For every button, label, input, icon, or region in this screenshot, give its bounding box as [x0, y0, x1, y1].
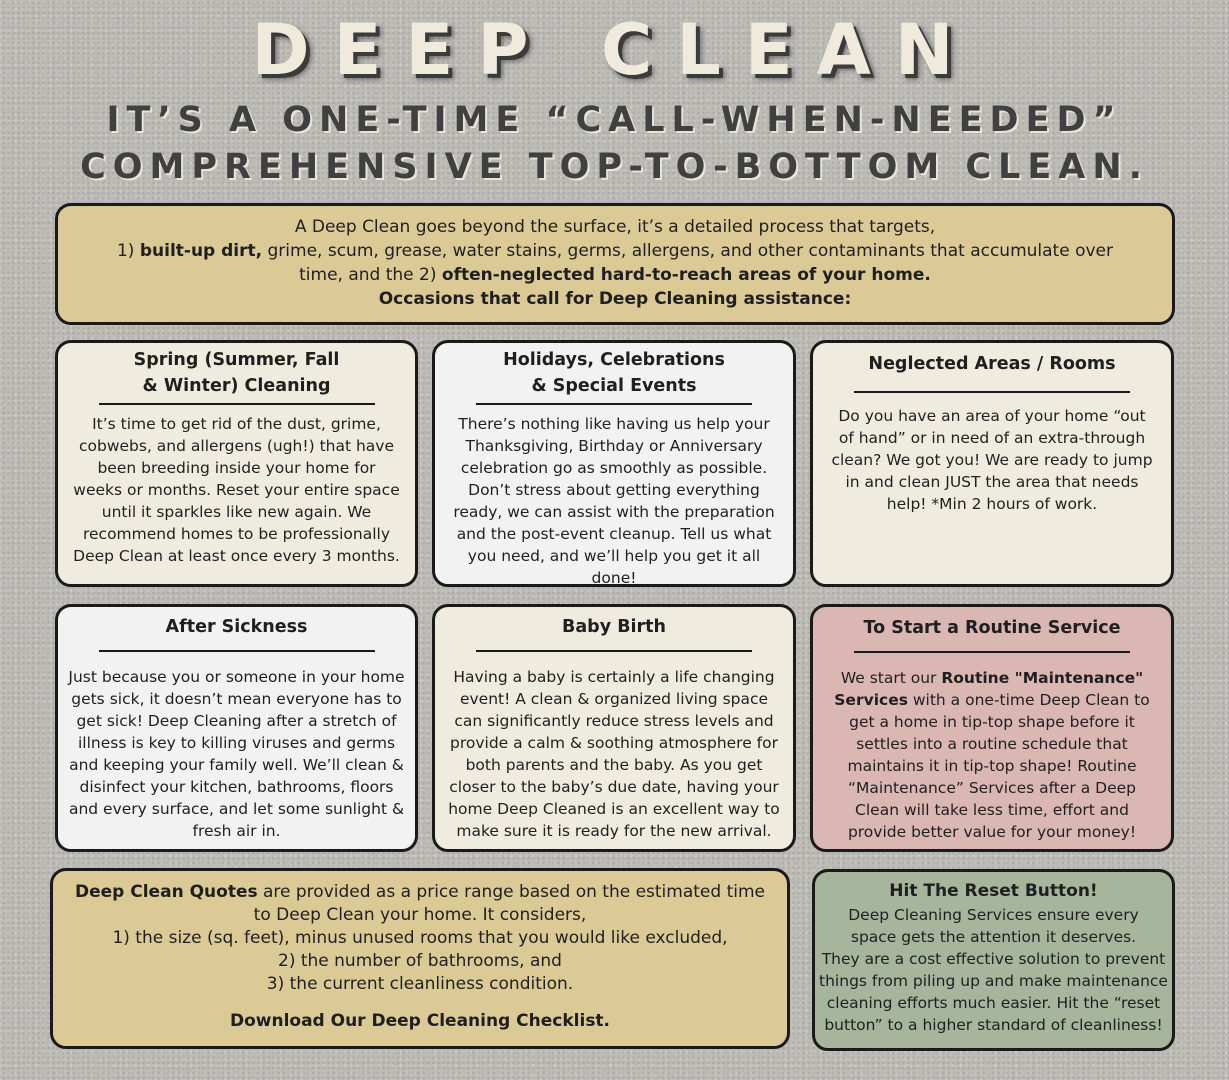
- intro-bold-1: built-up dirt,: [139, 241, 263, 261]
- reset-line-2: They are a cost effective solution to prevent things from piling up and make maintenance cleaning efforts much easier. Hit the “reset button” to a higher standard of cleanliness!: [819, 950, 1168, 1034]
- page-title: DEEP CLEAN: [251, 9, 978, 91]
- quotes-item-1: 1) the size (sq. feet), minus unused rooms that you would like excluded,: [112, 928, 728, 948]
- card-body: Just because you or someone in your home gets sick, it doesn’t mean everyone has to get sick! Deep Cleaning after a stretch of illness is key to killing viruses and germs and keeping your family well. We’ll clean & disinfect your kitchen, bathrooms, floors and every surface, and let some sunlight & fresh air in.: [68, 668, 405, 840]
- quotes-item-2: 2) the number of bathrooms, and: [278, 951, 562, 971]
- intro-prefix: 1): [116, 241, 140, 261]
- intro-occasions: Occasions that call for Deep Cleaning assistance:: [378, 289, 852, 309]
- card-body: It’s time to get rid of the dust, grime, cobwebs, and allergens (ugh!) that have been breeding inside your home for weeks or months. Reset your entire space until it sparkles like new again. We recommend homes to be professionally Deep Clean at least once every 3 months.: [73, 415, 400, 565]
- intro-line-2: [98, 239, 1132, 287]
- reset-title: Hit The Reset Button!: [889, 881, 1098, 901]
- card-title-line-1: Spring (Summer, Fall: [133, 350, 340, 370]
- card-title: [99, 347, 375, 405]
- card-body: There’s nothing like having us help your Thanksgiving, Birthday or Anniversary celebration go as smoothly as possible. Don’t stress about getting everything ready, we can assist with the preparation and the post-event cleanup. Tell us what you need, and we’ll help you get it all done!: [453, 415, 775, 587]
- card-body: [823, 667, 1161, 843]
- quotes-panel: [50, 868, 790, 1049]
- card-title-line-2: & Winter) Cleaning: [142, 376, 331, 396]
- subtitle-line-1: IT’S A ONE-TIME “CALL-WHEN-NEEDED”: [106, 100, 1123, 140]
- intro-panel: [55, 203, 1175, 325]
- card-title-line-2: & Special Events: [531, 376, 697, 396]
- card-neglected-areas: [810, 340, 1174, 587]
- reset-panel: [812, 869, 1175, 1051]
- reset-line-1: Deep Cleaning Services ensure every space gets the attention it deserves.: [848, 906, 1139, 946]
- quotes-intro: [73, 881, 767, 927]
- intro-bold-2: often-neglected hard-to-reach areas of your home.: [441, 265, 931, 285]
- card-title: [476, 347, 752, 405]
- card-spring-cleaning: [55, 340, 418, 587]
- card-title: Neglected Areas / Rooms: [854, 351, 1130, 393]
- routine-prefix: We start our: [840, 669, 942, 687]
- card-title: After Sickness: [99, 614, 375, 652]
- routine-bold: Routine "Maintenance" Services: [834, 669, 1144, 709]
- quotes-intro-rest: are provided as a price range based on the estimated time to Deep Clean your home. It considers,: [253, 882, 765, 925]
- quotes-item-3: 3) the current cleanliness condition.: [266, 974, 574, 994]
- subtitle-line-2: COMPREHENSIVE TOP-TO-BOTTOM CLEAN.: [80, 147, 1149, 187]
- card-after-sickness: [55, 604, 418, 852]
- download-checklist-link[interactable]: Download Our Deep Cleaning Checklist.: [229, 1011, 611, 1031]
- card-holidays: [432, 340, 796, 587]
- card-title: To Start a Routine Service: [854, 615, 1130, 653]
- intro-text: grime, scum, grease, water stains, germs, allergens, and other contaminants that accumulate over time, and the 2): [262, 241, 1113, 285]
- card-title: Baby Birth: [476, 614, 752, 652]
- card-body: Having a baby is certainly a life changing event! A clean & organized living space can significantly reduce stress levels and provide a calm & soothing atmosphere for both parents and the baby. As you get closer to the baby’s due date, having your home Deep Cleaned is an excellent way to make sure it is ready for the new arrival.: [448, 668, 780, 840]
- routine-rest: with a one-time Deep Clean to get a home in tip-top shape before it settles into a routine schedule that maintains it in tip-top shape! Routine “Maintenance” Services after a Deep Clean will take less time, effort and provide better value for your money!: [847, 691, 1150, 841]
- card-title-line-1: Holidays, Celebrations: [503, 350, 725, 370]
- card-routine-service: [810, 604, 1174, 852]
- card-body: Do you have an area of your home “out of hand” or in need of an extra-through clean? We got you! We are ready to jump in and clean JUST the area that needs help! *Min 2 hours of work.: [831, 407, 1153, 513]
- quotes-bold-lead: Deep Clean Quotes: [75, 882, 258, 902]
- intro-line-1: A Deep Clean goes beyond the surface, it’s a detailed process that targets,: [294, 217, 936, 237]
- card-baby-birth: [432, 604, 796, 852]
